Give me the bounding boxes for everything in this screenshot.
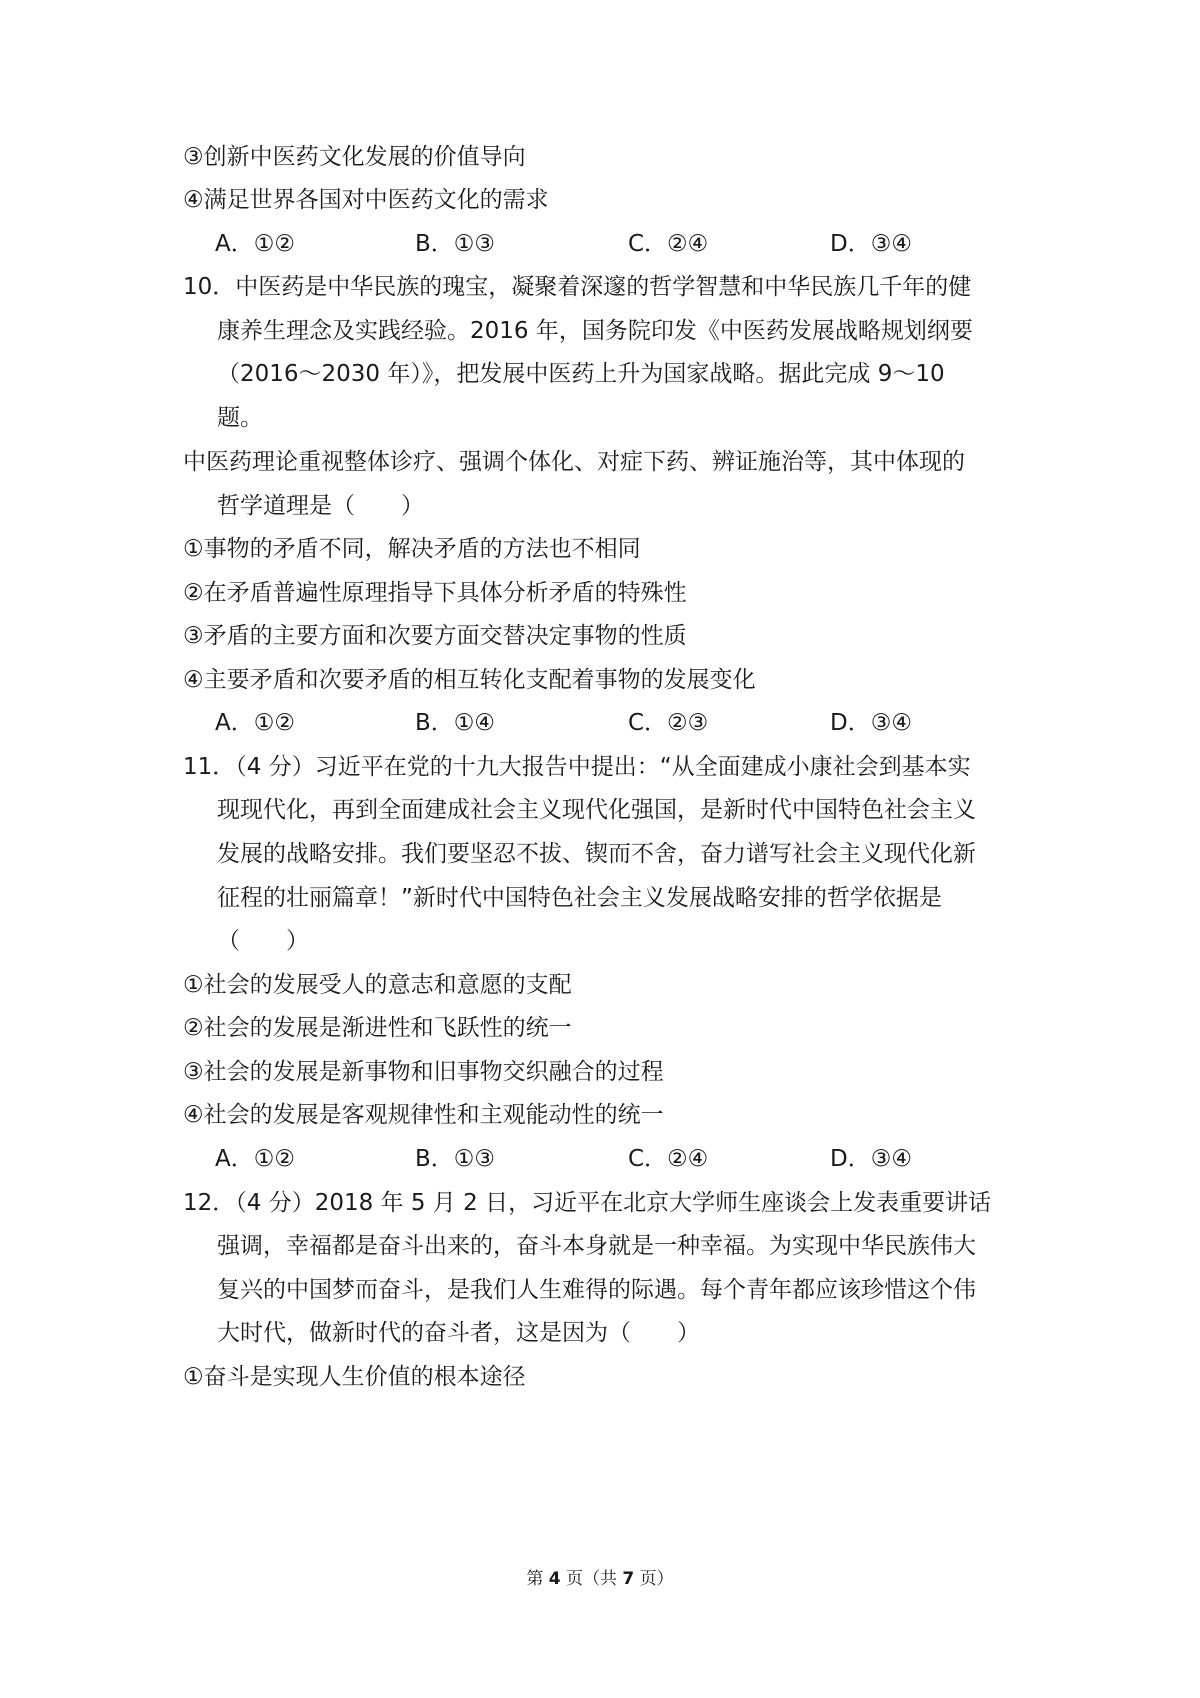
q11-item-4: ④社会的发展是客观规律性和主观能动性的统一 bbox=[183, 1102, 664, 1128]
page-total: 7 bbox=[622, 1569, 635, 1589]
q11-option-c: C．②④ bbox=[628, 1146, 709, 1172]
q12-stem-line: 12．（4 分）2018 年 5 月 2 日，习近平在北京大学师生座谈会上发表重要讲话 bbox=[183, 1190, 992, 1216]
q10-item-4: ④主要矛盾和次要矛盾的相互转化支配着事物的发展变化 bbox=[183, 667, 756, 693]
q10-option-d: D．③④ bbox=[830, 710, 912, 736]
q10-question-line: 哲学道理是（ ） bbox=[217, 493, 424, 519]
q9-item-3: ③创新中医药文化发展的价值导向 bbox=[183, 144, 526, 170]
q12-stem-line: 大时代，做新时代的奋斗者，这是因为（ ） bbox=[217, 1320, 700, 1346]
footer-middle: 页（共 bbox=[560, 1569, 623, 1589]
q10-stem-line: 康养生理念及实践经验。2016 年，国务院印发《中医药发展战略规划纲要 bbox=[217, 318, 973, 344]
page-number: 4 bbox=[548, 1569, 561, 1589]
q10-stem-line: （2016～2030 年）》，把发展中医药上升为国家战略。据此完成 9～10 bbox=[217, 361, 945, 387]
q11-item-3: ③社会的发展是新事物和旧事物交织融合的过程 bbox=[183, 1059, 664, 1085]
q10-item-1: ①事物的矛盾不同，解决矛盾的方法也不相同 bbox=[183, 536, 641, 562]
q11-option-d: D．③④ bbox=[830, 1146, 912, 1172]
q12-stem-line: 强调，幸福都是奋斗出来的，奋斗本身就是一种幸福。为实现中华民族伟大 bbox=[217, 1233, 976, 1259]
q11-stem-line: 发展的战略安排。我们要坚忍不拔、锲而不舍，奋力谱写社会主义现代化新 bbox=[217, 841, 976, 867]
footer-suffix: 页） bbox=[634, 1569, 674, 1589]
q11-stem-line: （ ） bbox=[217, 928, 309, 954]
q12-stem-line: 复兴的中国梦而奋斗，是我们人生难得的际遇。每个青年都应该珍惜这个伟 bbox=[217, 1277, 976, 1303]
q10-question-line: 中医药理论重视整体诊疗、强调个体化、对症下药、辨证施治等，其中体现的 bbox=[183, 449, 965, 475]
q10-option-c: C．②③ bbox=[628, 710, 709, 736]
q10-option-b: B．①④ bbox=[415, 710, 496, 736]
q10-stem-line: 10．中医药是中华民族的瑰宝，凝聚着深邃的哲学智慧和中华民族几千年的健 bbox=[183, 274, 972, 300]
q10-stem-line: 题。 bbox=[217, 405, 263, 431]
q11-option-b: B．①③ bbox=[415, 1146, 496, 1172]
page-footer bbox=[0, 1568, 1200, 1590]
q11-stem-line: 征程的壮丽篇章！”新时代中国特色社会主义发展战略安排的哲学依据是 bbox=[217, 885, 942, 911]
q10-item-2: ②在矛盾普遍性原理指导下具体分析矛盾的特殊性 bbox=[183, 580, 687, 606]
q12-item-1: ①奋斗是实现人生价值的根本途径 bbox=[183, 1364, 526, 1390]
q11-item-1: ①社会的发展受人的意志和意愿的支配 bbox=[183, 972, 572, 998]
footer-prefix: 第 bbox=[526, 1569, 549, 1589]
q10-item-3: ③矛盾的主要方面和次要方面交替决定事物的性质 bbox=[183, 623, 687, 649]
q11-item-2: ②社会的发展是渐进性和飞跃性的统一 bbox=[183, 1015, 572, 1041]
q9-option-a: A．①② bbox=[215, 231, 295, 257]
q9-option-c: C．②④ bbox=[628, 231, 709, 257]
q11-option-a: A．①② bbox=[215, 1146, 295, 1172]
q11-stem-line: 现现代化，再到全面建成社会主义现代化强国，是新时代中国特色社会主义 bbox=[217, 797, 976, 823]
q9-item-4: ④满足世界各国对中医药文化的需求 bbox=[183, 187, 549, 213]
q9-option-d: D．③④ bbox=[830, 231, 912, 257]
q11-stem-line: 11．（4 分）习近平在党的十九大报告中提出：“从全面建成小康社会到基本实 bbox=[183, 754, 971, 780]
q9-option-b: B．①③ bbox=[415, 231, 496, 257]
q10-option-a: A．①② bbox=[215, 710, 295, 736]
